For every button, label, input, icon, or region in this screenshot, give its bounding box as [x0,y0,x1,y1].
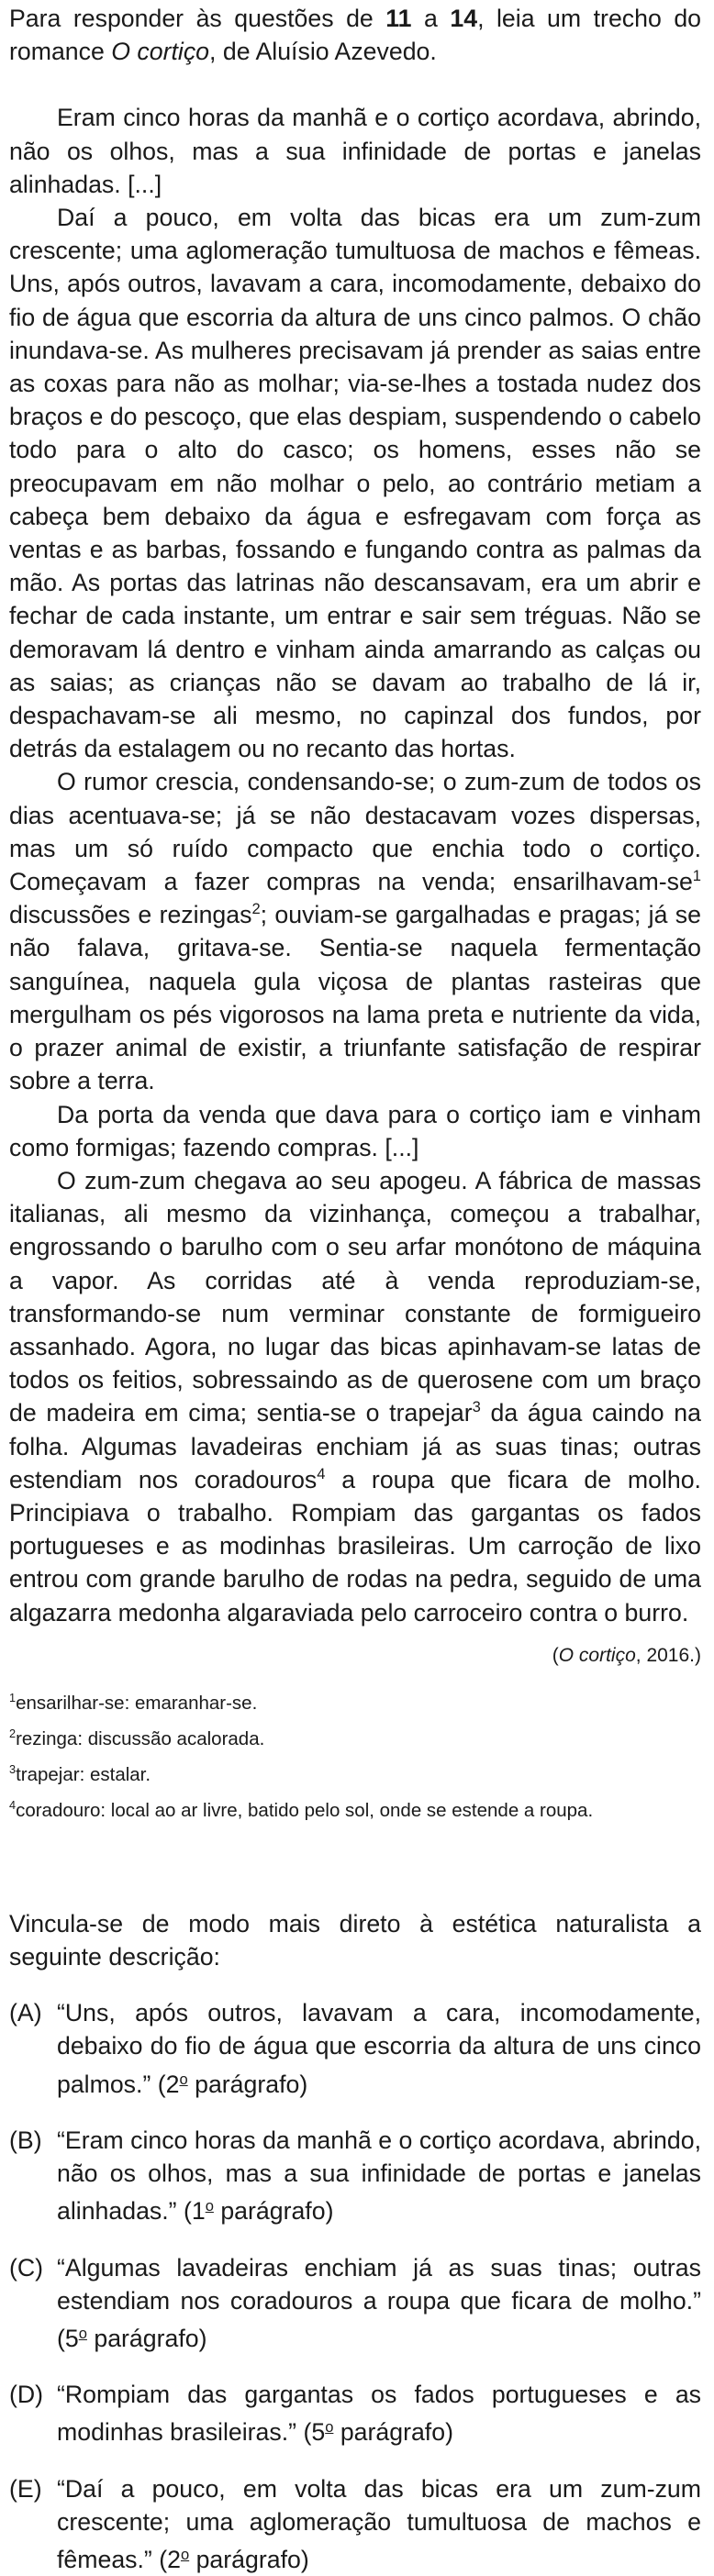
option-letter: (C) [9,2253,44,2282]
footnote-number: 2 [9,1726,17,1740]
option-quote: “Algumas lavadeiras enchiam já as suas tinas; outras estendiam nos coradouros a roupa que ficara de molho.” (5 [57,2253,701,2353]
paragraph-4: Da porta da venda que dava para o cortiço iam e vinham como formigas; fazendo compras. [...] [9,1100,701,1161]
question-stem: Vincula-se de modo mais direto à estética naturalista a seguinte descrição: [9,1909,701,1971]
option-text [57,1996,701,2101]
paragraph-2: Daí a pouco, em volta das bicas era um zum-zum crescente; uma aglomeração tumultuosa de machos e fêmeas. Uns, após outros, lavavam a cara, incomodamente, debaixo do fio de água que escorria da altura de uns cinco palmos. O chão inundava-se. As mulheres precisavam já prender as saias entre as coxas para não as molhar; via-se-lhes a tostada nudez dos braços e do pescoço, que elas despiam, suspendendo o cabelo todo para o alto do casco; os homens, esses não se preocupavam em não molhar o pelo, ao contrário metiam a cabeça bem debaixo da água e esfregavam com força as ventas e as barbas, fossando e fungando contra as palmas da mão. As portas das latrinas não descansavam, era um abrir e fechar de cada instante, um entrar e sair sem tréguas. Não se demoravam lá dentro e vinham ainda amarrando as calças ou as saias; as crianças não se davam ao trabalho de lá ir, despachavam-se ali mesmo, no capinzal dos fundos, por detrás da estalagem ou no recanto das hortas. [9,204,701,763]
footnote-ref-1: 1 [692,867,701,885]
paragraph-3 [9,765,701,1097]
option-d[interactable] [9,2378,701,2449]
option-reference: parágrafo) [333,2418,453,2447]
instructions-text: , de Aluísio Azevedo. [209,38,437,66]
question-end-number: 14 [450,5,478,32]
option-letter: (B) [9,2126,42,2154]
option-letter: (A) [9,1999,42,2027]
footnote [9,1761,701,1789]
footnote-number: 3 [9,1761,17,1776]
option-text [57,2378,701,2449]
paragraph-text: O zum-zum chegava ao seu apogeu. A fábrica de massas italianas, ali mesmo da vizinhança, começou a trabalhar, engrossando o barulho com o seu arfar monótono de máquina a vapor. As corridas até à venda reproduziam-se, transformando-se num verminar constante de formigueiro assanhado. Agora, no lugar das bicas apinhavam-se latas de todos os feitios, sobressaindo as de querosene com um braço de madeira em cima; sentia-se o trapejar [9,1166,701,1427]
paragraph-text: da água caindo na folha. Algumas lavadeiras enchiam já as suas tinas; outras estendiam nos coradouros [9,1399,701,1493]
instructions [9,2,701,68]
option-text [57,2251,701,2356]
footnote-ref-4: 4 [317,1464,326,1482]
option-reference: parágrafo) [187,2070,308,2098]
ordinal-indicator: o [205,2197,214,2215]
instructions-text: Para responder às questões de [9,5,386,32]
instructions-text: , leia um trecho do romance [9,5,702,66]
option-text [57,2472,701,2576]
work-title: O cortiço [111,38,210,66]
footnote-number: 4 [9,1797,17,1812]
paragraph-text: a roupa que ficara de molho. Principiava o trabalho. Rompiam das gargantas os fados portugueses e as modinhas brasileiras. Um carroção de lixo entrou com grande barulho de rodas na pedra, seguido de uma algazarra medonha algaraviada pelo carroceiro contra o burro. [9,1465,701,1627]
citation-work: O cortiço [558,1644,636,1666]
option-letter: (E) [9,2474,42,2503]
option-b[interactable] [9,2124,701,2228]
footnote [9,1726,701,1753]
paragraph-1: Eram cinco horas da manhã e o cortiço acordava, abrindo, não os olhos, mas a sua infinidade de portas e janelas alinhadas. [...] [9,104,701,198]
footnote-text: trapejar: estalar. [16,1763,151,1785]
option-c[interactable] [9,2251,701,2356]
paragraph-text: ; ouviam-se gargalhadas e pragas; já se não falava, gritava-se. Sentia-se naquela fermentação sanguínea, naquela gula viçosa de plantas rasteiras que mergulham os pés vigorosos na lama preta e nutriente da vida, o prazer animal de existir, a triunfante satisfação de respirar sobre a terra. [9,901,701,1095]
paragraph-5 [9,1164,701,1629]
ordinal-indicator: o [325,2418,334,2437]
option-reference: parágrafo) [213,2197,334,2226]
footnote-text: coradouro: local ao ar livre, batido pelo sol, onde se estende a roupa. [16,1799,594,1821]
source-citation [9,1642,701,1670]
option-text [57,2124,701,2228]
footnote [9,1690,701,1717]
option-e[interactable] [9,2472,701,2576]
option-a[interactable] [9,1996,701,2101]
option-quote: “Uns, após outros, lavavam a cara, incomodamente, debaixo do fio de água que escorria da altura de uns cinco palmos.” (2 [57,1999,701,2098]
citation-text: ( [552,1644,559,1666]
footnote-text: rezinga: discussão acalorada. [16,1727,265,1749]
footnotes [9,1690,701,1825]
option-reference: parágrafo) [86,2325,207,2353]
ordinal-indicator: o [78,2324,87,2342]
ordinal-indicator: o [180,2546,190,2564]
footnote-ref-3: 3 [472,1398,481,1416]
paragraph-text: discussões e rezingas [9,901,252,929]
footnote-number: 1 [9,1690,17,1704]
footnote-text: ensarilhar-se: emaranhar-se. [16,1692,258,1714]
ordinal-indicator: o [179,2070,188,2088]
option-quote: “Rompiam das gargantas os fados portugueses e as modinhas brasileiras.” (5 [57,2381,701,2447]
option-quote: “Daí a pouco, em volta das bicas era um zum-zum crescente; uma aglomeração tumultuosa de machos e fêmeas.” (2 [57,2474,701,2574]
footnote [9,1797,701,1825]
option-quote: “Eram cinco horas da manhã e o cortiço acordava, abrindo, não os olhos, mas a sua infinidade de portas e janelas alinhadas.” (1 [57,2126,701,2226]
citation-text: , 2016.) [635,1644,701,1666]
excerpt [9,101,701,1628]
option-reference: parágrafo) [189,2546,309,2574]
instructions-text: a [411,5,451,32]
paragraph-text: O rumor crescia, condensando-se; o zum-zum de todos os dias acentuava-se; já se não destacavam vozes dispersas, mas um só ruído compacto que enchia todo o cortiço. Começavam a fazer compras na venda; ensarilhavam-se [9,768,701,896]
answer-options [9,1996,701,2576]
option-letter: (D) [9,2381,44,2409]
question-start-number: 11 [385,5,412,32]
footnote-ref-2: 2 [251,900,261,918]
